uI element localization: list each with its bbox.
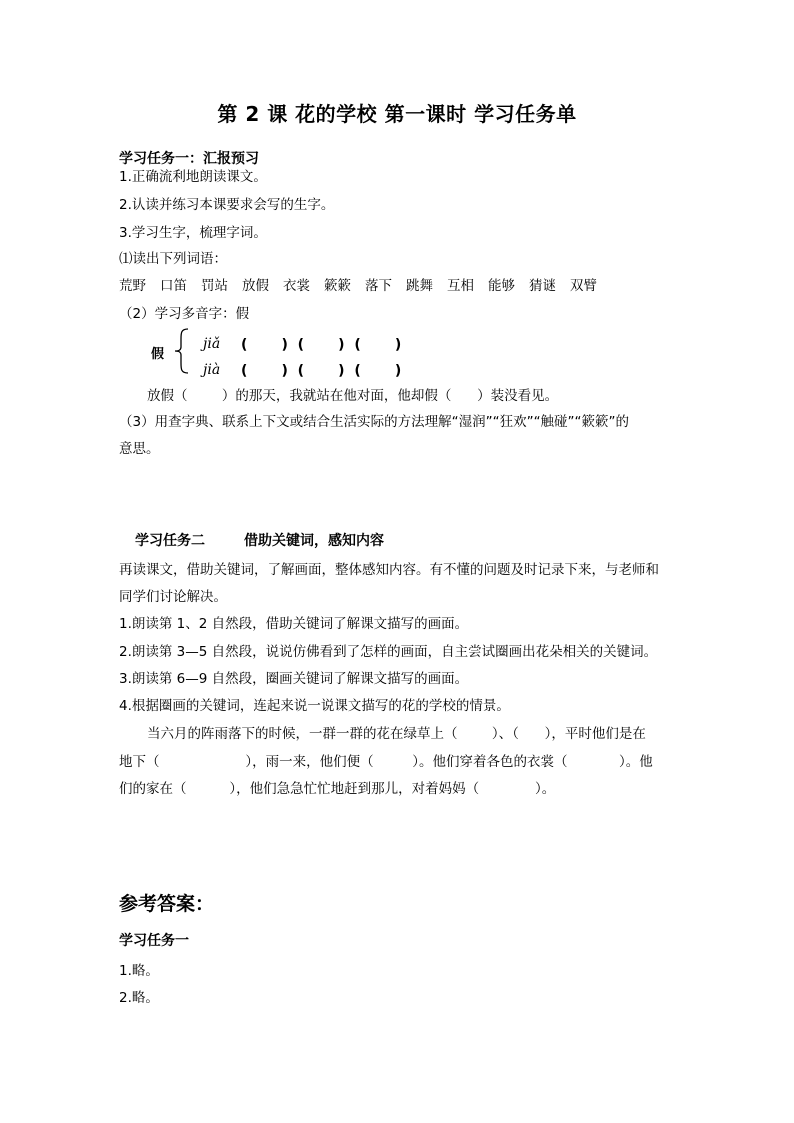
word-item: 衣裳 [283, 278, 310, 294]
word-list [119, 274, 611, 294]
word-item: 放假 [242, 278, 269, 294]
blank-row-1: ( ) ( ) ( ) [241, 337, 402, 353]
pinyin-jia3: jiǎ [203, 336, 221, 352]
answer-1: 1.略。 [119, 963, 159, 979]
task2-intro-line1: 再读课文，借助关键词，了解画面，整体感知内容。有不懂的问题及时记录下来，与老师和 [119, 562, 659, 578]
word-item: 簌簌 [324, 278, 351, 294]
answer-2: 2.略。 [119, 990, 159, 1006]
polyphone-char: 假 [151, 347, 165, 362]
answers-task1-heading: 学习任务一 [119, 933, 189, 949]
task1-item1: 1.正确流利地朗读课文。 [119, 169, 267, 185]
task1-heading: 学习任务一：汇报预习 [119, 151, 259, 167]
word-item: 落下 [365, 278, 392, 294]
fill-sentence: 放假（ ）的那天，我就站在他对面，他却假（ ）装没看见。 [147, 388, 559, 404]
blank-row-2: ( ) ( ) ( ) [241, 363, 402, 379]
task1-item2: 2.认读并练习本课要求会写的生字。 [119, 197, 335, 213]
task2-intro-line2: 同学们讨论解决。 [119, 589, 227, 605]
word-item: 跳舞 [406, 278, 433, 294]
task2-item3: 3.朗读第 6—9 自然段，圈画关键词了解课文描写的画面。 [119, 671, 469, 687]
task1-sub3-line2: 意思。 [119, 441, 160, 457]
task2-paragraph-line2: 地下（ ），雨一来，他们便（ ）。他们穿着各色的衣裳（ ）。他 [119, 754, 653, 770]
task1-item3: 3.学习生字，梳理字词。 [119, 225, 267, 241]
task2-paragraph-line1: 当六月的阵雨落下的时候，一群一群的花在绿草上（ ）、（ ），平时他们是在 [147, 726, 646, 742]
word-item: 猜谜 [529, 278, 556, 294]
task1-sub1: ⑴读出下列词语： [119, 251, 227, 267]
word-item: 荒野 [119, 278, 146, 294]
task2-item2: 2.朗读第 3—5 自然段，说说仿佛看到了怎样的画面，自主尝试圈画出花朵相关的关键词。 [119, 644, 658, 660]
word-item: 双臂 [570, 278, 597, 294]
task2-item4: 4.根据圈画的关键词，连起来说一说课文描写的花的学校的情景。 [119, 698, 510, 714]
pinyin-jia4: jià [203, 362, 221, 378]
page-title: 第 2 课 花的学校 第一课时 学习任务单 [217, 102, 577, 126]
answers-heading: 参考答案： [119, 893, 215, 915]
task1-sub3-line1: （3）用查字典、联系上下文或结合生活实际的方法理解“湿润”“狂欢”“触碰”“簌簌”的 [119, 414, 630, 430]
task2-paragraph-line3: 们的家在（ ），他们急急忙忙地赶到那儿，对着妈妈（ ）。 [119, 781, 556, 797]
word-item: 互相 [447, 278, 474, 294]
word-item: 罚站 [201, 278, 228, 294]
word-item: 能够 [488, 278, 515, 294]
task1-sub2: （2）学习多音字：假 [119, 306, 250, 322]
brace-icon [172, 327, 192, 379]
task2-heading: 学习任务二 借助关键词，感知内容 [135, 533, 384, 549]
word-item: 口笛 [160, 278, 187, 294]
task2-item1: 1.朗读第 1、2 自然段，借助关键词了解课文描写的画面。 [119, 616, 469, 632]
